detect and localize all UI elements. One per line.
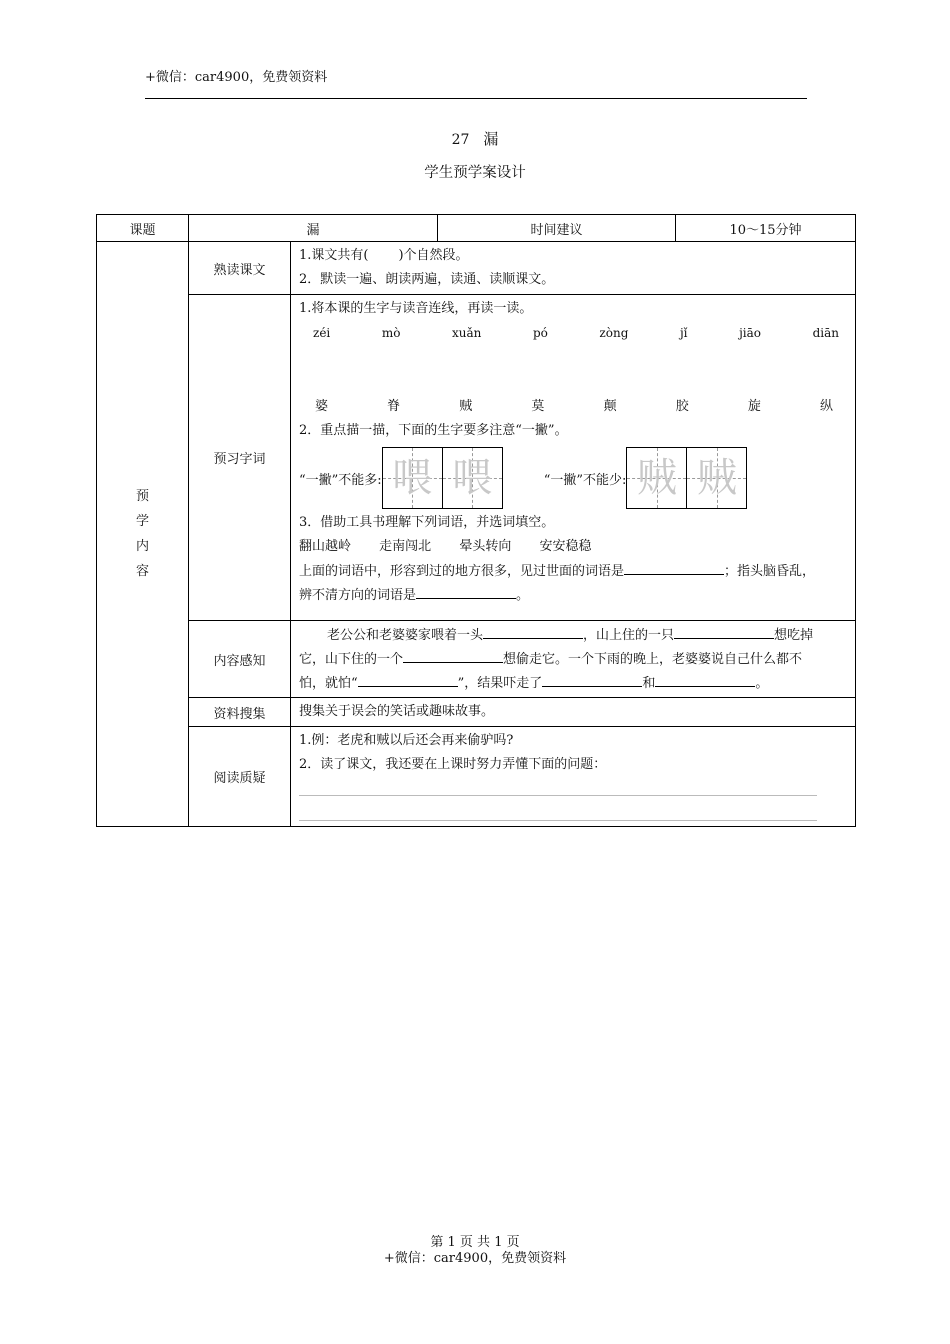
word-list [299,535,847,559]
vocab-q3: 3．借助工具书理解下列词语，并选词填空。 [299,515,555,530]
answer-blank[interactable] [542,671,642,687]
answer-blank[interactable] [483,623,583,639]
search-row [97,698,856,727]
content-row [97,621,856,698]
character-item[interactable]: 旋 [747,399,761,414]
answer-blank[interactable] [416,583,516,599]
table-header-row [97,215,856,242]
vocab-row [97,295,856,621]
reading-label: 熟读课文 [189,242,291,295]
search-content: 搜集关于误会的笑话或趣味故事。 [291,698,856,727]
pinyin-item[interactable]: xuǎn [452,326,482,340]
header-text: +微信：car4900，免费领资料 [145,70,328,85]
footer-text: +微信：car4900，免费领资料 [383,1251,567,1266]
pinyin-item[interactable]: jiāo [739,326,762,340]
character-item[interactable]: 纵 [819,399,833,414]
answer-blank[interactable] [655,671,755,687]
time-value: 10～15分钟 [676,215,856,242]
less-stroke-label: “一撇”不能少: [543,472,627,488]
character-item[interactable]: 颠 [603,399,617,414]
lesson-title [0,128,950,149]
pinyin-item[interactable]: zòng [599,326,629,340]
page-number: 第 1 页 共 1 页 [430,1235,520,1250]
more-stroke-label: “一撇”不能多: [299,472,382,488]
vocab-q2: 2．重点描一描，下面的生字要多注意“一撇”。 [299,423,568,438]
character-item[interactable]: 婆 [315,399,329,414]
question-label: 阅读质疑 [189,727,291,827]
answer-blank[interactable] [674,623,774,639]
character-item[interactable]: 贼 [459,399,473,414]
content-label: 内容感知 [189,621,291,698]
pinyin-item[interactable]: jǐ [679,326,688,340]
answer-blank[interactable] [358,671,458,687]
question-row [97,727,856,827]
prestudy-table [96,214,856,827]
pinyin-item[interactable]: mò [381,326,401,340]
character-item[interactable]: 脊 [387,399,401,414]
question-content: 1.例：老虎和贼以后还会再来偷驴吗? 2．读了课文，我还要在上课时努力弄懂下面的问题： [291,727,856,827]
search-label: 资料搜集 [189,698,291,727]
answer-blank[interactable] [403,647,503,663]
word-item: 翻山越岭 [299,539,352,554]
vocab-q1: 1.将本课的生字与读音连线，再读一读。 [299,301,533,316]
lesson-number: 27 [451,132,470,148]
answer-blank[interactable] [624,559,724,575]
pinyin-item[interactable]: zéi [313,326,331,340]
lesson-name: 漏 [483,130,499,148]
answer-line[interactable] [299,820,817,821]
word-item: 晕头转向 [459,539,512,554]
pinyin-item[interactable]: pó [532,326,548,340]
tracing-grid-more[interactable]: 喂 喂 [382,447,502,509]
tracing-grid-less[interactable]: 贼 贼 [626,447,746,509]
pinyin-item[interactable]: diān [812,326,839,340]
word-item: 走南闯北 [379,539,432,554]
vocab-content [291,295,856,621]
header-divider [145,98,807,99]
pinyin-list [299,321,847,345]
tracing-row [299,443,847,511]
content-passage: 老公公和老婆婆家喂着一头 ，山上住的一只 想吃掉 它，山下住的一个 想偷走它。一个下雨的晚上，老婆婆说自己什么都不 怕，就怕“ ”，结果吓走了 和 。 [291,621,856,698]
fill-line-2: 辨不清方向的词语是 。 [299,583,847,607]
character-list [299,395,847,419]
reading-row [97,242,856,295]
reading-content: 1.课文共有( )个自然段。 2．默读一遍、朗读两遍，读通、读顺课文。 [291,242,856,295]
character-item[interactable]: 胶 [675,399,689,414]
character-item[interactable]: 莫 [531,399,545,414]
time-label: 时间建议 [438,215,676,242]
topic-label: 课题 [97,215,189,242]
side-label: 预 学 内 容 [97,242,189,827]
topic-value: 漏 [189,215,438,242]
page-subtitle: 学生预学案设计 [424,165,526,181]
word-item: 安安稳稳 [539,539,592,554]
vocab-label: 预习字词 [189,295,291,621]
fill-line-1: 上面的词语中，形容到过的地方很多，见过世面的词语是 ；指头脑昏乱， [299,559,847,583]
